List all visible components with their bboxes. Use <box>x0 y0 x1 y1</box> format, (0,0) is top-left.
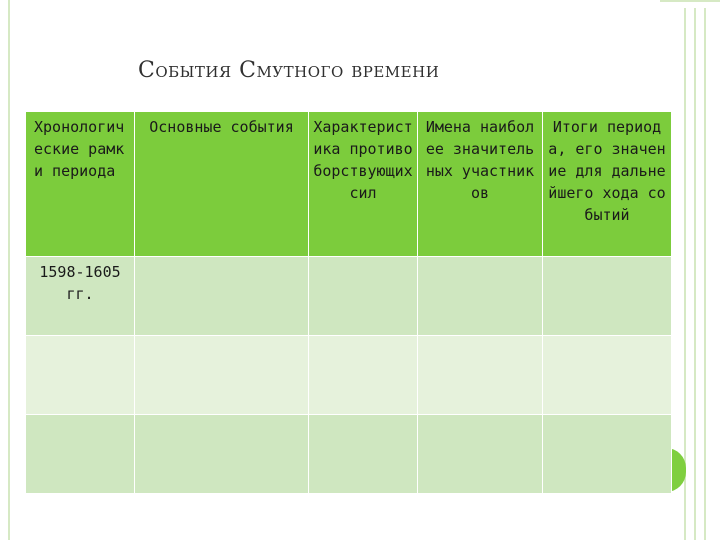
table-cell <box>543 415 672 494</box>
events-table <box>25 111 672 494</box>
header-cell-forces: Характеристика противоборствующих сил <box>309 112 418 257</box>
table-cell <box>418 257 543 336</box>
slide-frame-right <box>684 8 706 540</box>
table-cell <box>418 415 543 494</box>
table-cell <box>135 257 309 336</box>
slide-title: События Смутного времени <box>138 58 440 83</box>
table-row <box>26 415 672 494</box>
table-cell <box>543 336 672 415</box>
header-row <box>26 112 672 257</box>
table-row <box>26 257 672 336</box>
table-cell <box>309 336 418 415</box>
table-cell <box>26 336 135 415</box>
table-cell <box>135 415 309 494</box>
slide-frame-left <box>8 0 10 540</box>
table-cell <box>418 336 543 415</box>
table-cell <box>135 336 309 415</box>
table-cell <box>309 415 418 494</box>
table-cell <box>309 257 418 336</box>
header-cell-chronology: Хронологические рамки периода <box>26 112 135 257</box>
header-cell-results: Итоги периода, его значение для дальнейшего хода событий <box>543 112 672 257</box>
table-cell <box>543 257 672 336</box>
table-cell <box>26 415 135 494</box>
slide-frame-top <box>660 0 720 2</box>
header-cell-main-events: Основные события <box>135 112 309 257</box>
header-cell-participants: Имена наиболее значительных участников <box>418 112 543 257</box>
table-row <box>26 336 672 415</box>
table-cell: 1598-1605 гг. <box>26 257 135 336</box>
